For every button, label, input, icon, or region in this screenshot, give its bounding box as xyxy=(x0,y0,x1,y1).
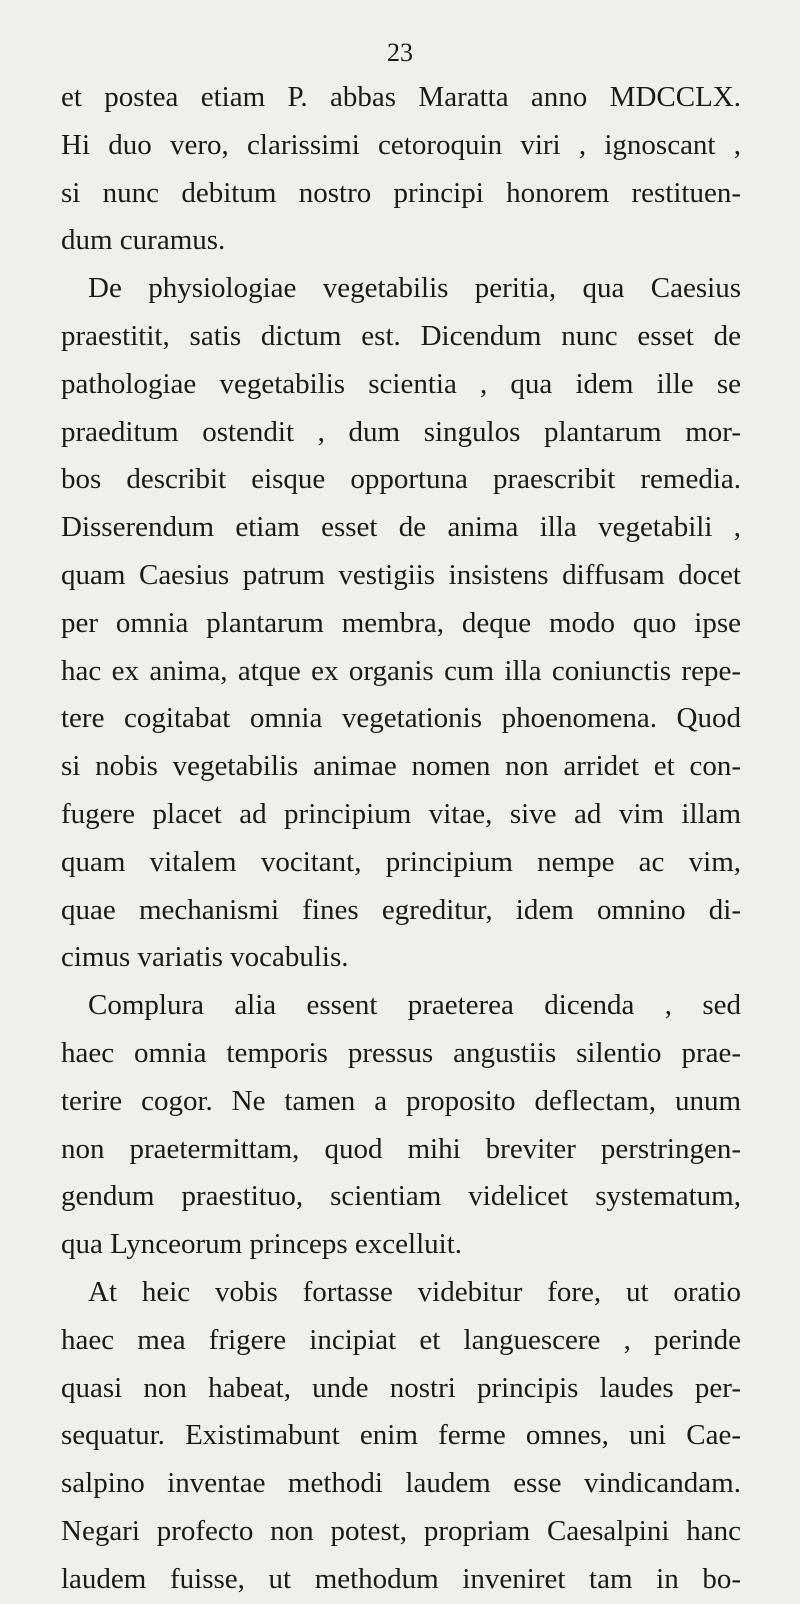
text-line: haec mea frigere incipiat et languescere , perinde xyxy=(61,1323,741,1356)
text-line: per omnia plantarum membra, deque modo quo ipse xyxy=(61,606,741,639)
text-line: bos describit eisque opportuna praescribit remedia. xyxy=(61,463,741,496)
page-number: 23 xyxy=(387,38,413,67)
text-line: et postea etiam P. abbas Maratta anno MDCCLX. xyxy=(61,81,741,113)
text-line: pathologiae vegetabilis scientia , qua idem ille se xyxy=(61,367,741,400)
text-line: tere cogitabat omnia vegetationis phoenomena. Quod xyxy=(61,702,741,735)
text-line: quae mechanismi fines egreditur, idem omnino di- xyxy=(61,893,741,926)
text-line: Hi duo vero, clarissimi cetoroquin viri , ignoscant , xyxy=(61,128,741,161)
body-text xyxy=(61,74,741,1604)
text-line: si nobis vegetabilis animae nomen non arridet et con- xyxy=(61,750,741,783)
text-line: haec omnia temporis pressus angustiis silentio prae- xyxy=(61,1036,741,1069)
text-line: cimus variatis vocabulis. xyxy=(61,941,349,974)
text-line: quam Caesius patrum vestigiis insistens diffusam docet xyxy=(61,558,741,591)
text-line: quasi non habeat, unde nostri principis laudes per- xyxy=(61,1371,741,1404)
text-line: Disserendum etiam esset de anima illa vegetabili , xyxy=(61,511,741,544)
text-line: qua Lynceorum princeps excelluit. xyxy=(61,1228,463,1261)
text-line: salpino inventae methodi laudem esse vindicandam. xyxy=(61,1467,741,1500)
text-line: quam vitalem vocitant, principium nempe ac vim, xyxy=(61,845,741,878)
text-line: gendum praestituo, scientiam videlicet systematum, xyxy=(61,1180,741,1213)
text-line: laudem fuisse, ut methodum inveniret tam in bo- xyxy=(61,1562,741,1595)
text-line: sequatur. Existimabunt enim ferme omnes, uni Cae- xyxy=(61,1419,741,1452)
text-line: praestitit, satis dictum est. Dicendum nunc esset de xyxy=(61,319,741,352)
text-line: dum curamus. xyxy=(61,224,226,257)
text-line: At heic vobis fortasse videbitur fore, ut oratio xyxy=(88,1275,741,1308)
text-line: hac ex anima, atque ex organis cum illa coniunctis repe- xyxy=(61,654,741,687)
text-line: fugere placet ad principium vitae, sive ad vim illam xyxy=(61,797,741,830)
text-line: Complura alia essent praeterea dicenda , sed xyxy=(88,989,741,1022)
text-line: non praetermittam, quod mihi breviter perstringen- xyxy=(61,1132,741,1165)
text-line: De physiologiae vegetabilis peritia, qua Caesius xyxy=(88,272,741,305)
text-line: terire cogor. Ne tamen a proposito deflectam, unum xyxy=(61,1084,741,1117)
text-line: Negari profecto non potest, propriam Caesalpini hanc xyxy=(61,1514,741,1547)
text-line: si nunc debitum nostro principi honorem restituen- xyxy=(61,176,741,209)
text-line: praeditum ostendit , dum singulos plantarum mor- xyxy=(61,415,741,448)
